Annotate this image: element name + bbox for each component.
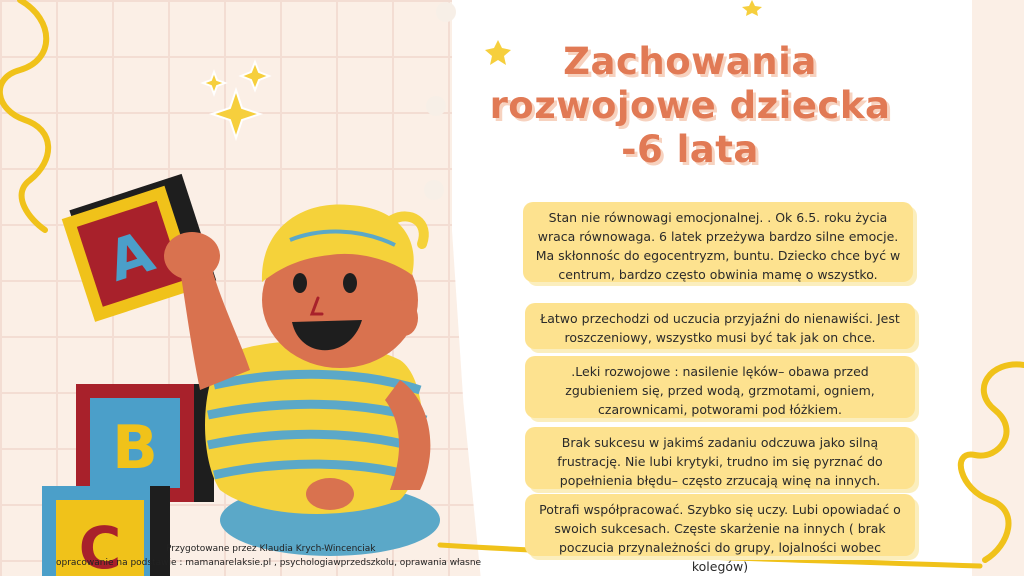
sources-credit: opracowanie na podstawie : mamanarelaksie.pl , psychologiawprzedszkolu, oprawania własne	[56, 558, 482, 568]
title-line-2: rozwojowe dziecka	[489, 84, 891, 127]
svg-text:A: A	[100, 219, 162, 295]
squiggle-decoration-top-left	[0, 0, 48, 230]
info-card-1: Stan nie równowagi emocjonalnej. . Ok 6.5. roku życia wraca równowaga. 6 latek przeżywa bardzo silne emocje. Ma skłonnośc do egocentryzm, buntu. Dziecko chce być w centrum, bardzo często obwinia mamę o wszystko.	[523, 202, 913, 282]
block-b	[76, 384, 214, 502]
sparkle-icon	[203, 62, 269, 138]
info-card-3: .Leki rozwojowe : nasilenie lęków– obawa przed zgubieniem się, przed wodą, grzmotami, ogniem, czarownicami, potworami pod łóżkiem.	[525, 356, 915, 418]
info-card-5: Potrafi współpracować. Szybko się uczy. Lubi opowiadać o swoich sukcesach. Częste skarżenie na innych ( brak poczucia przynależności do grupy, lojalności wobec kolegów)	[525, 494, 915, 556]
dot-decoration	[424, 180, 444, 200]
svg-text:C: C	[78, 514, 122, 576]
title-line-1: Zachowania	[563, 40, 817, 83]
page-title	[470, 40, 910, 172]
squiggle-decoration-right	[961, 364, 1024, 560]
dot-decoration	[426, 96, 446, 116]
child-figure	[164, 204, 440, 556]
svg-text:B: B	[112, 413, 158, 483]
info-card-2: Łatwo przechodzi od uczucia przyjaźni do nienawiści. Jest roszczeniowy, wszystko musi być tak jak on chce.	[525, 303, 915, 349]
info-card-4: Brak sukcesu w jakimś zadaniu odczuwa jako silną frustrację. Nie lubi krytyki, trudno im się pyrznać do popełnienia błędu– często zrzucają winę na innych.	[525, 427, 915, 489]
author-credit: Przygotowane przez Klaudia Krych-Wincenciak	[166, 544, 376, 554]
dot-decoration	[436, 2, 456, 22]
title-line-3: -6 lata	[621, 128, 759, 171]
